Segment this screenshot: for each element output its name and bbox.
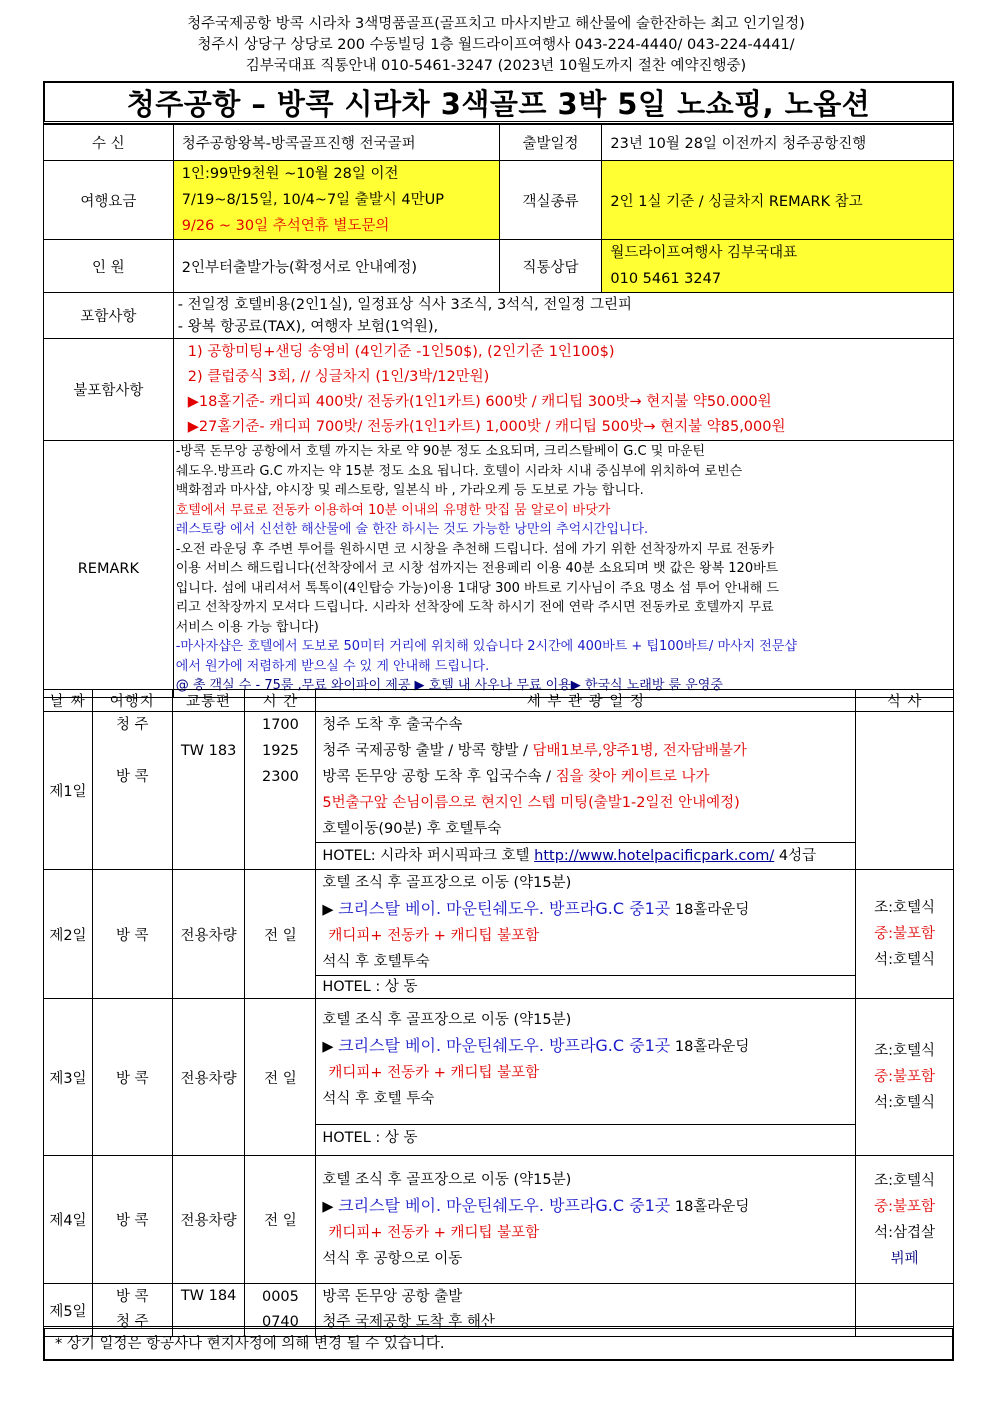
header-line-3: 김부국대표 직통안내 010-5461-3247 (2023년 10월도까지 절찬 예약진행중): [245, 58, 747, 74]
info-row-people: [44, 240, 954, 293]
people-label: 인 원: [44, 240, 174, 293]
day-1-line: 호텔이동(90분) 후 호텔투숙: [322, 821, 502, 837]
holes: 18홀라운딩: [670, 902, 750, 918]
day-2-line: 호텔 조식 후 골프장으로 이동 (약15분): [322, 875, 572, 891]
day-2-meals: [856, 870, 954, 999]
day-5-place: 방 콕: [115, 1289, 149, 1305]
hotel-name: HOTEL: 시라차 퍼시픽파크 호텔: [322, 848, 535, 864]
contact-line: 월드라이프여행사 김부국대표: [610, 245, 798, 261]
meal-dinner-text: 석:삼겹살: [874, 1224, 936, 1241]
contact-label: 직통상담: [499, 240, 602, 293]
day-4-row: [44, 1156, 954, 1284]
day-2-course-line: [316, 896, 855, 923]
day-1-places: [92, 712, 172, 870]
day-1-place: 방 콕: [115, 769, 149, 785]
fee-label: 여행요금: [44, 161, 174, 240]
remark-line: 레스토랑 에서 신선한 해산물에 술 한잔 하시는 것도 가능한 낭만의 추억시간입니다.: [175, 522, 649, 538]
arrow-icon: ▶: [322, 1199, 339, 1215]
day-5-time: 0740: [261, 1314, 299, 1330]
remark-line: 에서 원가에 저렴하게 받으실 수 있 게 안내해 드립니다.: [175, 658, 490, 674]
day-3-line: 호텔 조식 후 골프장으로 이동 (약15분): [322, 1012, 572, 1028]
day-1-transport-cell: [172, 712, 245, 870]
day-3-course-line: [316, 1033, 855, 1060]
departure-label: 출발일정: [499, 125, 602, 161]
day-4-line: 호텔 조식 후 골프장으로 이동 (약15분): [322, 1172, 572, 1188]
page-header: [0, 14, 992, 77]
day-3-fees: 캐디피+ 전동카 + 캐디팁 불포함: [328, 1065, 540, 1081]
day-4-place: 방 콕: [92, 1156, 172, 1284]
day-4-transport: 전용차량: [172, 1156, 245, 1284]
info-row-remark: [44, 441, 954, 698]
gate-note: 짐을 찾아 케이트로 나가: [555, 769, 710, 785]
holes: 18홀라운딩: [670, 1199, 750, 1215]
golf-course: 크리스탈 베이. 마운틴쉐도우. 방프라G.C 중1곳: [338, 1036, 671, 1055]
day-3-row: [44, 999, 954, 1156]
day-4-meals: [856, 1156, 954, 1284]
day-1-line: 청주 도착 후 출국수속: [322, 717, 463, 733]
day-2-place: 방 콕: [92, 870, 172, 999]
day-2-hotel: HOTEL : 상 동: [316, 975, 855, 998]
day-2-row: [44, 870, 954, 999]
col-date: 날 짜: [44, 690, 93, 712]
excluded-value: [173, 339, 953, 441]
day-2-time: 전 일: [245, 870, 316, 999]
info-row-fee: [44, 161, 954, 240]
day-1-times: [245, 712, 316, 870]
remark-line: 입니다. 섬에 내리셔서 톡톡이(4인탑승 가능)이용 1대당 300 바트로 기사님이 주요 명소 섬 투어 안내해 드: [175, 580, 779, 596]
recipient-label: 수 신: [44, 125, 174, 161]
remark-line: -오전 라운딩 후 주변 투어를 원하시면 코 시창을 추천해 드립니다. 섬에 가기 위한 선착장까지 무료 전동카: [175, 541, 774, 557]
col-transport: 교통편: [172, 690, 245, 712]
included-label: 포함사항: [44, 293, 174, 339]
included-value: [173, 293, 953, 339]
schedule-table: [43, 689, 954, 1337]
day-3-label: 제3일: [44, 999, 93, 1156]
excluded-line: ▶18홀기준- 캐디피 400밧/ 전동카(1인1카트) 600밧 / 캐디팁 300밧→ 현지불 약50.000원: [187, 393, 772, 410]
col-meals: 식 사: [856, 690, 954, 712]
remark-line: -방콕 돈무앙 공항에서 호텔 까지는 차로 약 90분 정도 소요되며, 크리스탈베이 G.C 및 마운틴: [175, 444, 706, 460]
day-1-label: 제1일: [44, 712, 93, 870]
room-label: 객실종류: [499, 161, 602, 240]
holes: 18홀라운딩: [670, 1039, 750, 1055]
title-box: [43, 81, 954, 124]
day-5-line: 방콕 돈무앙 공항 출발: [322, 1289, 463, 1305]
fee-line: 9/26 ~ 30일 추석연휴 별도문의: [181, 218, 390, 234]
day-1-time: 1700: [261, 717, 299, 733]
footer-note: * 상기 일정은 항공사나 현지사정에 의해 변경 될 수 있습니다.: [43, 1326, 954, 1361]
contact-line: 010 5461 3247: [610, 271, 722, 287]
day-4-course-line: [316, 1193, 855, 1220]
day-3-meals: [856, 999, 954, 1156]
day-5-place: 청 주: [115, 1314, 149, 1330]
remark-line: 서비스 이용 가능 합니다): [175, 619, 319, 635]
day-2-transport: 전용차량: [172, 870, 245, 999]
day-1-line: [316, 738, 855, 764]
remark-line: 쉐도우.방프라 G.C 까지는 약 15분 정도 소요 됩니다. 호텔이 시라차 시내 중심부에 위치하여 로빈슨: [175, 463, 743, 479]
schedule-header-row: [44, 690, 954, 712]
meal-breakfast: 조:호텔식: [874, 1043, 936, 1059]
day-1-place: 청 주: [115, 717, 149, 733]
meal-dinner: 석:호텔식: [874, 952, 936, 968]
recipient-value: 청주공항왕복-방콕골프진행 전국골퍼: [173, 125, 499, 161]
meal-lunch: 중:불포함: [874, 926, 936, 942]
golf-course: 크리스탈 베이. 마운틴쉐도우. 방프라G.C 중1곳: [338, 1196, 671, 1215]
hotel-link[interactable]: http://www.hotelpacificpark.com/: [534, 848, 775, 864]
day-5-label: 제5일: [44, 1284, 93, 1337]
day-2-label: 제2일: [44, 870, 93, 999]
remark-line: @ 총 객실 수 - 75룸 ,무료 와이파이 제공 ▶ 호텔 내 사우나 무료 이용▶ 한국식 노래방 룸 운영중: [175, 678, 723, 694]
remark-line: 이용 서비스 해드립니다(선착장에서 코 시창 섬까지는 전용페리 이용 40분 소요되며 뱃 값은 왕복 120바트: [175, 561, 779, 577]
day-1-line: 5번출구앞 손님이름으로 현지인 스텝 미팅(출발1-2일전 안내예정): [322, 795, 740, 811]
day-3-place: 방 콕: [92, 999, 172, 1156]
meal-dinner: [856, 1220, 953, 1246]
col-itinerary: 세 부 관 광 일 정: [316, 690, 856, 712]
remark-line: 호텔에서 무료로 전동카 이용하여 10분 이내의 유명한 맛집 뭄 알로이 바닷가: [175, 502, 611, 518]
col-time: 시 간: [245, 690, 316, 712]
day-3-hotel: HOTEL : 상 동: [316, 1124, 855, 1151]
day-3-transport: 전용차량: [172, 999, 245, 1156]
meal-breakfast: 조:호텔식: [874, 1172, 936, 1189]
day-1-transport: TW 183: [180, 743, 237, 759]
contact-value: [602, 240, 954, 293]
included-line: - 왕복 항공료(TAX), 여행자 보험(1억원),: [177, 318, 439, 335]
duty-free-note: 담배1보루,양주1병, 전자담배불가: [532, 743, 747, 759]
excluded-line: ▶27홀기준- 캐디피 700밧/ 전동카(1인1카트) 1,000밧 / 캐디팁 500밧→ 현지불 약85,000원: [187, 418, 786, 435]
remark-value: [173, 441, 953, 698]
header-line-1: 청주국제공항 방콕 시라차 3색명품골프(골프치고 마사지받고 해산물에 술한잔하는 최고 인기일정): [187, 16, 805, 32]
fee-line: 7/19~8/15일, 10/4~7일 출발시 4만UP: [181, 192, 445, 208]
hotel-grade: 4성급: [774, 848, 817, 864]
remark-line: 리고 선착장까지 모셔다 드립니다. 시라차 선착장에 도착 하시기 전에 연락 주시면 전동카로 호텔까지 무료: [175, 600, 774, 616]
golf-course: 크리스탈 베이. 마운틴쉐도우. 방프라G.C 중1곳: [338, 899, 671, 918]
day-1-row: [44, 712, 954, 870]
day-4-time: 전 일: [245, 1156, 316, 1284]
departure-value: 23년 10월 28일 이전까지 청주공항진행: [602, 125, 954, 161]
meal-dinner-extra: 뷔페: [890, 1250, 919, 1267]
meal-breakfast: 조:호텔식: [874, 900, 936, 916]
meal-lunch: 중:불포함: [874, 1069, 936, 1085]
arrow-icon: ▶: [322, 902, 339, 918]
people-value: 2인부터출발가능(확정서로 안내예정): [173, 240, 499, 293]
day-4-label: 제4일: [44, 1156, 93, 1284]
remark-label: REMARK: [44, 441, 174, 698]
day-1-itinerary: [316, 712, 856, 870]
day-4-itinerary: [316, 1156, 856, 1284]
info-row-excluded: [44, 339, 954, 441]
day-5-line: 청주 국제공항 도착 후 해산: [322, 1314, 495, 1330]
excluded-label: 불포함사항: [44, 339, 174, 441]
day-4-line: 석식 후 공항으로 이동: [322, 1251, 463, 1267]
day-5-time: 0005: [261, 1289, 299, 1305]
col-place: 여행지: [92, 690, 172, 712]
day-1-meals: [856, 712, 954, 870]
day-1-time: 2300: [261, 769, 299, 785]
info-row-recipient: [44, 125, 954, 161]
info-row-included: [44, 293, 954, 339]
fee-value: [173, 161, 499, 240]
arrow-icon: ▶: [322, 1039, 339, 1055]
day-2-itinerary: [316, 870, 856, 999]
day-3-time: 전 일: [245, 999, 316, 1156]
fee-line: 1인:99만9천원 ~10월 28일 이전: [181, 166, 399, 182]
info-table: [43, 124, 954, 698]
day-3-line: 석식 후 호텔 투숙: [322, 1091, 435, 1107]
header-line-2: 청주시 상당구 상당로 200 수동빌딩 1층 월드라이프여행사 043-224-4440/ 043-224-4441/: [197, 37, 795, 53]
day-3-itinerary: [316, 999, 856, 1156]
meal-lunch: 중:불포함: [874, 1198, 936, 1215]
page-title: 청주공항 – 방콕 시라차 3색골프 3박 5일 노쇼핑, 노옵션: [126, 86, 871, 121]
day-1-time: 1925: [261, 743, 299, 759]
day-1-line-text: 방콕 돈무앙 공항 도착 후 입국수속 /: [322, 769, 556, 785]
day-1-line: [316, 764, 855, 790]
remark-line: 백화점과 마사샵, 야시장 및 레스토랑, 일본식 바 , 가라오케 등 도보로 가능 합니다.: [175, 483, 644, 499]
day-5-transport: TW 184: [180, 1288, 237, 1304]
room-value: 2인 1실 기준 / 싱글차지 REMARK 참고: [602, 161, 954, 240]
excluded-line: 2) 클럽중식 3회, // 싱글차지 (1인/3박/12만원): [187, 368, 490, 385]
day-2-fees: 캐디피+ 전동카 + 캐디팁 불포함: [328, 928, 540, 944]
remark-line: -마사자샵은 호텔에서 도보로 50미터 거리에 위치해 있습니다 2시간에 400바트 + 팁100바트/ 마사지 전문샵: [175, 639, 797, 655]
day-2-line: 석식 후 호텔투숙: [322, 954, 430, 970]
excluded-line: 1) 공항미팅+샌딩 송영비 (4인기준 -1인50$), (2인기준 1인100$): [187, 343, 615, 360]
meal-dinner: 석:호텔식: [874, 1095, 936, 1111]
day-1-hotel: [316, 842, 855, 869]
included-line: - 전일정 호텔비용(2인1실), 일정표상 식사 3조식, 3석식, 전일정 그린피: [177, 296, 633, 313]
day-4-fees: 캐디피+ 전동카 + 캐디팁 불포함: [328, 1225, 540, 1241]
day-1-line-text: 청주 국제공항 출발 / 방콕 향발 /: [322, 743, 533, 759]
